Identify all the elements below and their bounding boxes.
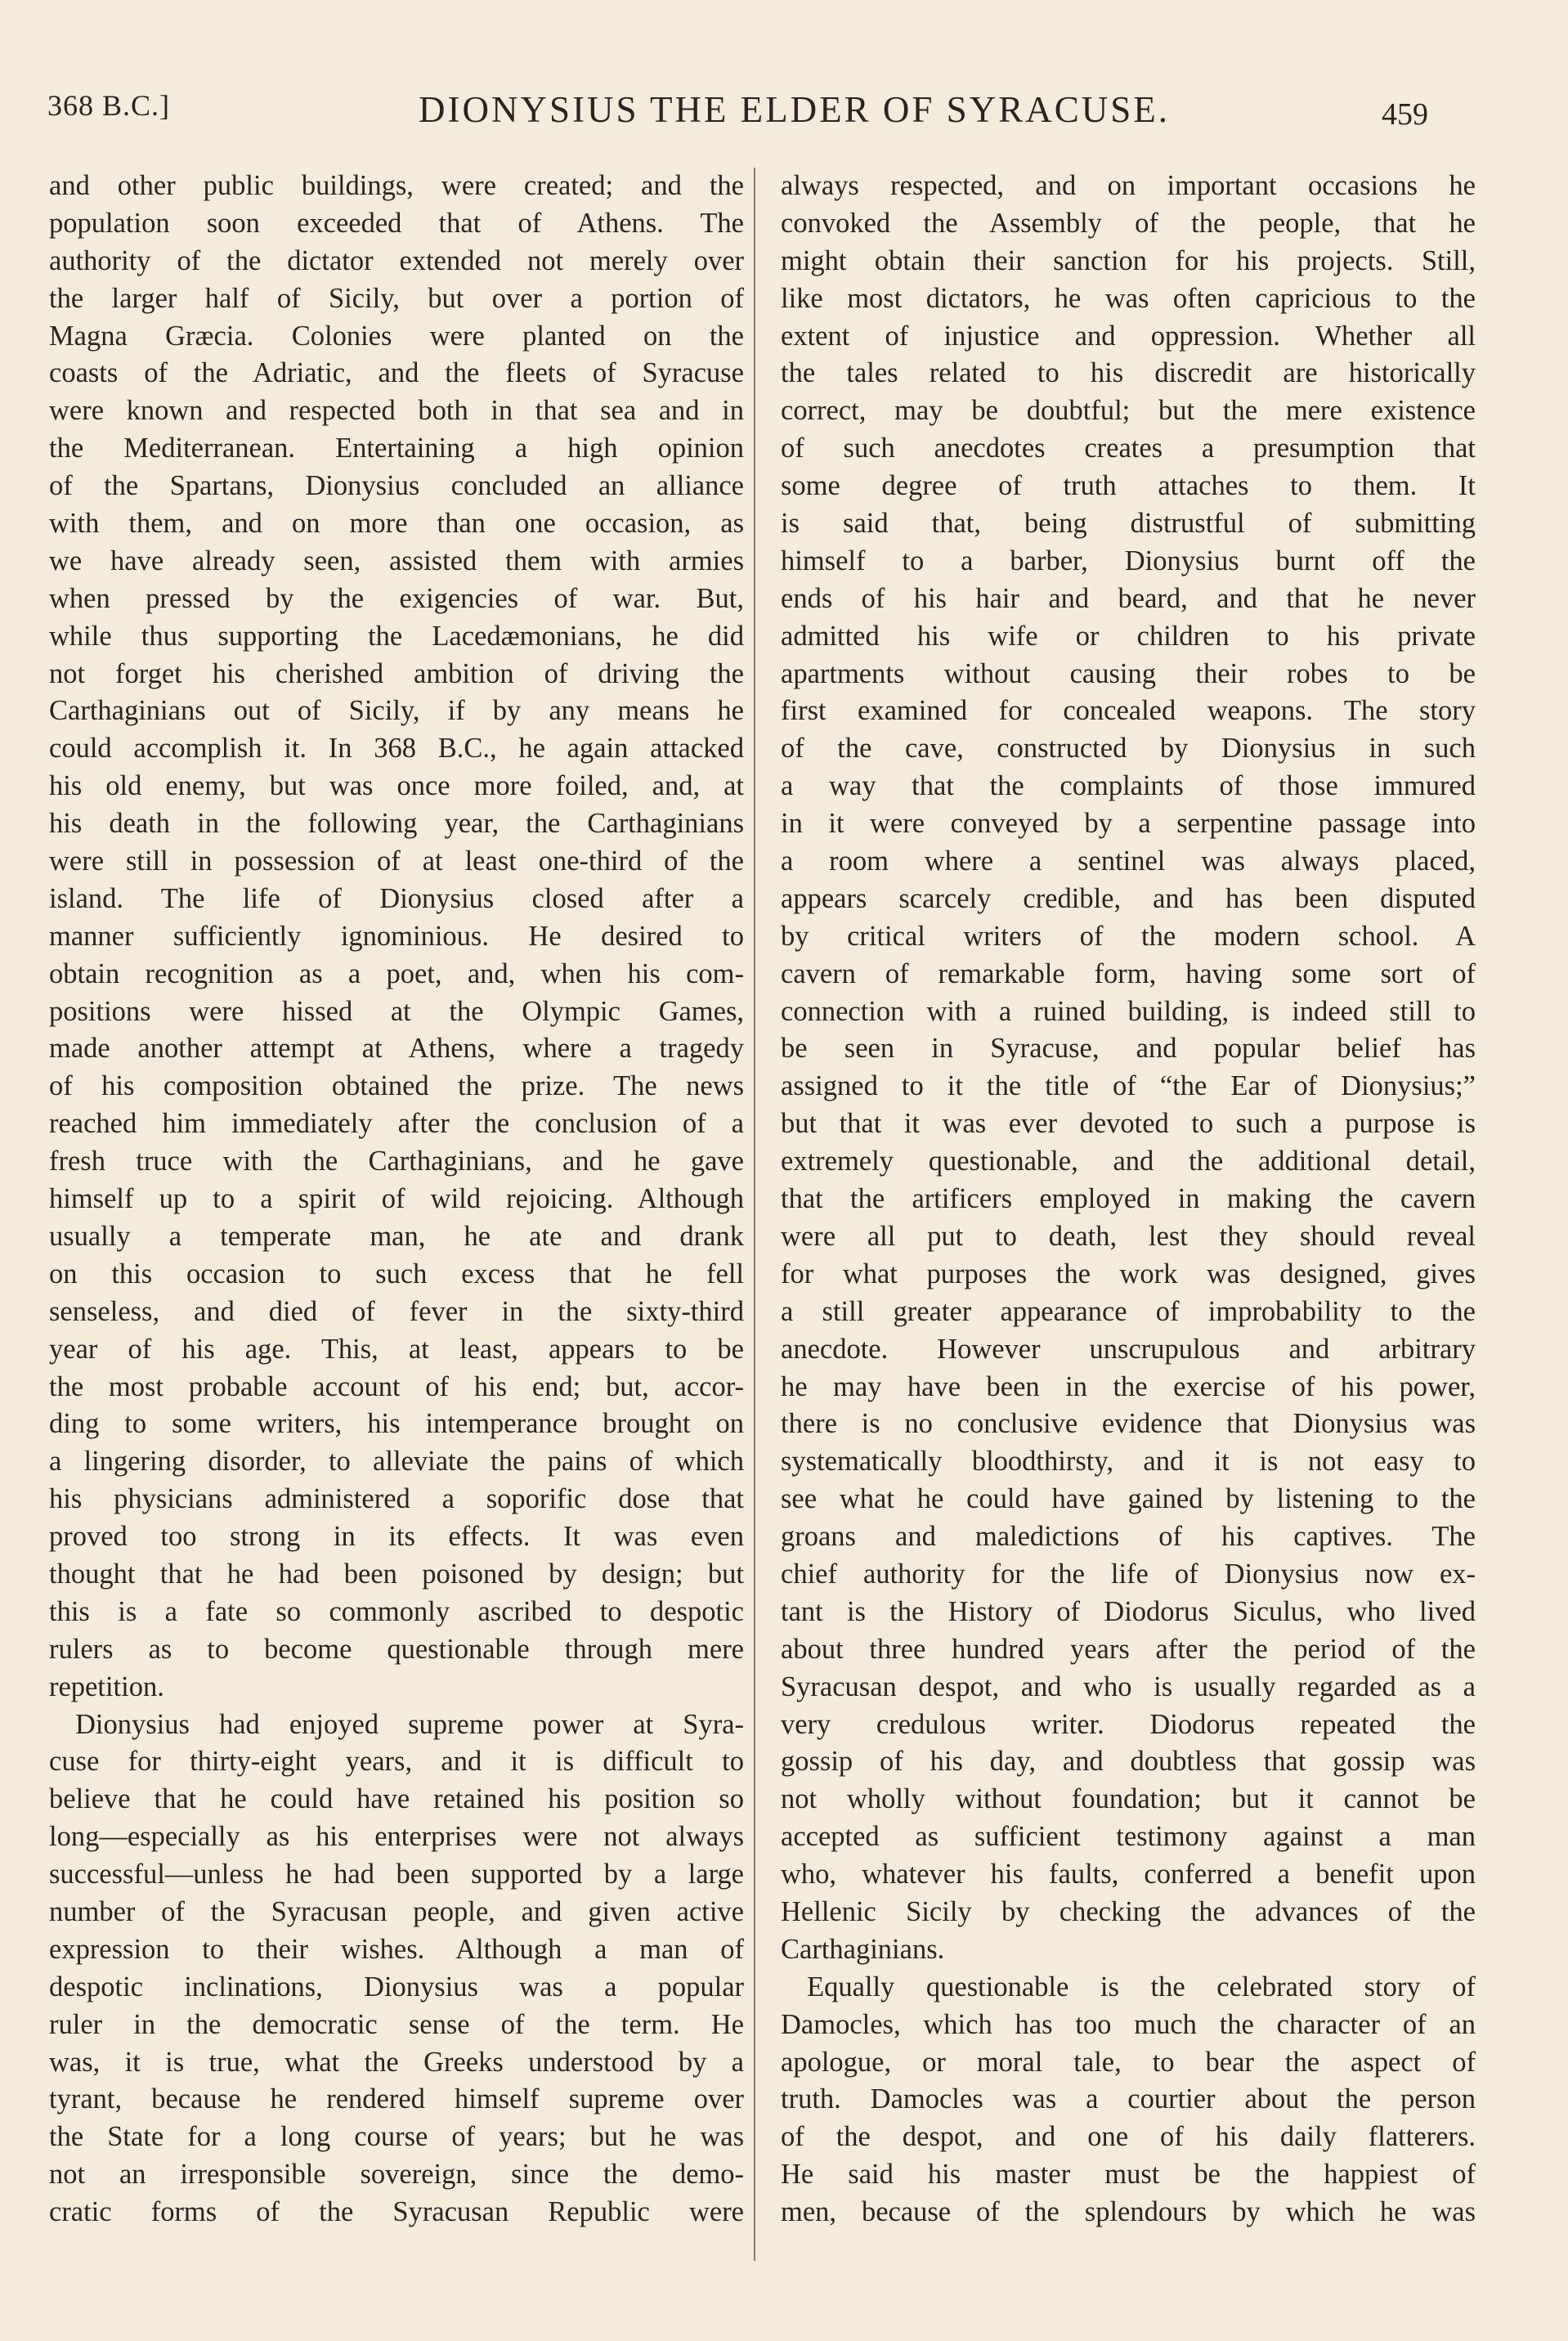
text-line: on this occasion to such excess that he fell <box>49 1258 744 1289</box>
text-line: of his composition obtained the prize. The news <box>49 1070 744 1102</box>
text-line: is said that, being distrustful of submitting <box>781 508 1476 540</box>
text-line: usually a temperate man, he ate and drank <box>49 1220 744 1252</box>
text-line: Carthaginians out of Sicily, if by any means he <box>49 695 744 727</box>
column-divider <box>754 168 755 2261</box>
text-line: this is a fate so commonly ascribed to despotic <box>49 1595 744 1627</box>
text-line: some degree of truth attaches to them. It <box>781 470 1476 502</box>
text-line: his physicians administered a soporific dose that <box>49 1483 744 1515</box>
text-line: fresh truce with the Carthaginians, and he gave <box>49 1146 744 1177</box>
text-line: not an irresponsible sovereign, since the demo- <box>49 2159 744 2191</box>
text-line: successful—unless he had been supported by a large <box>49 1859 744 1890</box>
text-line: truth. Damocles was a courtier about the person <box>781 2083 1476 2115</box>
text-line: senseless, and died of fever in the sixty-third <box>49 1295 744 1327</box>
text-line: his old enemy, but was once more foiled, and, at <box>49 770 744 802</box>
left-text-column <box>49 168 744 2294</box>
text-line: of the cave, constructed by Dionysius in such <box>781 733 1476 765</box>
text-line: Hellenic Sicily by checking the advances of the <box>781 1895 1476 1927</box>
text-line: always respected, and on important occasions he <box>781 170 1476 201</box>
text-line: tant is the History of Diodorus Siculus, who lived <box>781 1595 1476 1627</box>
text-line: Carthaginians. <box>781 1933 945 1965</box>
text-line: while thus supporting the Lacedæmonians, he did <box>49 620 744 652</box>
text-line: coasts of the Adriatic, and the fleets of Syracuse <box>49 357 744 389</box>
text-line: with them, and on more than one occasion, as <box>49 508 744 540</box>
text-line: he may have been in the exercise of his power, <box>781 1370 1476 1402</box>
text-line: not forget his cherished ambition of driving the <box>49 657 744 689</box>
text-line: cavern of remarkable form, having some sort of <box>781 957 1476 989</box>
text-line: might obtain their sanction for his projects. Still, <box>781 244 1476 276</box>
text-line: apartments without causing their robes to be <box>781 657 1476 689</box>
text-line: cuse for thirty-eight years, and it is difficult to <box>49 1746 744 1778</box>
running-head-date: 368 B.C.] <box>47 89 171 122</box>
text-line: for what purposes the work was designed, gives <box>781 1258 1476 1289</box>
text-line: see what he could have gained by listening to the <box>781 1483 1476 1515</box>
text-line: anecdote. However unscrupulous and arbitrary <box>781 1333 1476 1365</box>
text-line: believe that he could have retained his position so <box>49 1783 744 1815</box>
text-line: extremely questionable, and the additional detail, <box>781 1146 1476 1177</box>
text-line: chief authority for the life of Dionysius now ex- <box>781 1558 1476 1590</box>
text-line: could accomplish it. In 368 B.C., he again attacked <box>49 733 744 765</box>
running-head-title: DIONYSIUS THE ELDER OF SYRACUSE. <box>419 89 1170 130</box>
text-line: a still greater appearance of improbability to the <box>781 1295 1476 1327</box>
text-line: rulers as to become questionable through mere <box>49 1633 744 1665</box>
text-line: a room where a sentinel was always placed, <box>781 845 1476 877</box>
text-line: the Mediterranean. Entertaining a high opinion <box>49 433 744 464</box>
text-line: were all put to death, lest they should reveal <box>781 1220 1476 1252</box>
text-line: manner sufficiently ignominious. He desired to <box>49 920 744 952</box>
text-line: men, because of the splendours by which he was <box>781 2196 1476 2228</box>
text-line: accepted as sufficient testimony against a man <box>781 1821 1476 1853</box>
text-line: but that it was ever devoted to such a purpose is <box>781 1108 1476 1140</box>
text-line: was, it is true, what the Greeks understood by a <box>49 2046 744 2078</box>
text-line: ruler in the democratic sense of the term. He <box>49 2008 744 2040</box>
text-line: thought that he had been poisoned by design; but <box>49 1558 744 1590</box>
text-line: expression to their wishes. Although a man of <box>49 1933 744 1965</box>
text-line: like most dictators, he was often capricious to the <box>781 282 1476 314</box>
text-line: the larger half of Sicily, but over a portion of <box>49 282 744 314</box>
text-line: admitted his wife or children to his private <box>781 620 1476 652</box>
text-line: Syracusan despot, and who is usually regarded as a <box>781 1671 1476 1702</box>
text-line: and other public buildings, were created; and the <box>49 170 744 201</box>
text-line: despotic inclinations, Dionysius was a popular <box>49 1971 744 2002</box>
text-line: were known and respected both in that sea and in <box>49 395 744 427</box>
text-line: when pressed by the exigencies of war. But, <box>49 582 744 614</box>
text-line: very credulous writer. Diodorus repeated the <box>781 1708 1476 1740</box>
text-line: cratic forms of the Syracusan Republic were <box>49 2196 744 2228</box>
text-line: about three hundred years after the period of the <box>781 1633 1476 1665</box>
text-line: himself up to a spirit of wild rejoicing. Although <box>49 1183 744 1215</box>
text-line: made another attempt at Athens, where a tragedy <box>49 1033 744 1065</box>
text-line: a lingering disorder, to alleviate the pains of which <box>49 1446 744 1478</box>
text-line: population soon exceeded that of Athens. The <box>49 207 744 239</box>
text-line: that the artificers employed in making the cavern <box>781 1183 1476 1215</box>
text-line: Dionysius had enjoyed supreme power at Syra- <box>75 1708 744 1740</box>
text-line: island. The life of Dionysius closed after a <box>49 882 744 914</box>
text-line: first examined for concealed weapons. The story <box>781 695 1476 727</box>
text-line: systematically bloodthirsty, and it is not easy to <box>781 1446 1476 1478</box>
text-line: convoked the Assembly of the people, that he <box>781 207 1476 239</box>
text-line: tyrant, because he rendered himself supreme over <box>49 2083 744 2115</box>
text-line: repetition. <box>49 1671 164 1702</box>
text-line: apologue, or moral tale, to bear the aspect of <box>781 2046 1476 2078</box>
text-line: long—especially as his enterprises were not always <box>49 1821 744 1853</box>
text-line: groans and maledictions of his captives. The <box>781 1521 1476 1553</box>
text-line: proved too strong in its effects. It was even <box>49 1521 744 1553</box>
text-line: connection with a ruined building, is indeed still to <box>781 995 1476 1027</box>
text-line: by critical writers of the modern school. A <box>781 920 1476 952</box>
text-line: his death in the following year, the Carthaginians <box>49 808 744 840</box>
text-line: reached him immediately after the conclusion of a <box>49 1108 744 1140</box>
right-text-column <box>781 168 1476 2294</box>
text-line: in it were conveyed by a serpentine passage into <box>781 808 1476 840</box>
text-line: of such anecdotes creates a presumption that <box>781 433 1476 464</box>
text-line: who, whatever his faults, conferred a benefit upon <box>781 1859 1476 1890</box>
text-line: appears scarcely credible, and has been disputed <box>781 882 1476 914</box>
text-line: authority of the dictator extended not merely over <box>49 244 744 276</box>
text-line: there is no conclusive evidence that Dionysius was <box>781 1408 1476 1440</box>
text-line: the tales related to his discredit are historically <box>781 357 1476 389</box>
text-line: of the despot, and one of his daily flatterers. <box>781 2121 1476 2153</box>
text-line: a way that the complaints of those immured <box>781 770 1476 802</box>
text-line: Damocles, which has too much the character of an <box>781 2008 1476 2040</box>
text-line: correct, may be doubtful; but the mere existence <box>781 395 1476 427</box>
text-line: He said his master must be the happiest of <box>781 2159 1476 2191</box>
text-line: of the Spartans, Dionysius concluded an alliance <box>49 470 744 502</box>
text-line: number of the Syracusan people, and given active <box>49 1895 744 1927</box>
text-line: not wholly without foundation; but it cannot be <box>781 1783 1476 1815</box>
text-line: be seen in Syracuse, and popular belief has <box>781 1033 1476 1065</box>
text-line: extent of injustice and oppression. Whether all <box>781 320 1476 352</box>
page-number: 459 <box>1382 97 1428 132</box>
text-line: the State for a long course of years; but he was <box>49 2121 744 2153</box>
text-line: assigned to it the title of “the Ear of Dionysius;” <box>781 1070 1476 1102</box>
text-line: were still in possession of at least one-third of the <box>49 845 744 877</box>
text-line: the most probable account of his end; but, accor- <box>49 1370 744 1402</box>
text-line: positions were hissed at the Olympic Games, <box>49 995 744 1027</box>
text-line: we have already seen, assisted them with armies <box>49 545 744 576</box>
text-line: gossip of his day, and doubtless that gossip was <box>781 1746 1476 1778</box>
text-line: ends of his hair and beard, and that he never <box>781 582 1476 614</box>
text-line: Equally questionable is the celebrated story of <box>807 1971 1476 2002</box>
text-line: Magna Græcia. Colonies were planted on the <box>49 320 744 352</box>
text-line: ding to some writers, his intemperance brought on <box>49 1408 744 1440</box>
text-line: year of his age. This, at least, appears to be <box>49 1333 744 1365</box>
text-line: obtain recognition as a poet, and, when his com- <box>49 957 744 989</box>
text-line: himself to a barber, Dionysius burnt off the <box>781 545 1476 576</box>
